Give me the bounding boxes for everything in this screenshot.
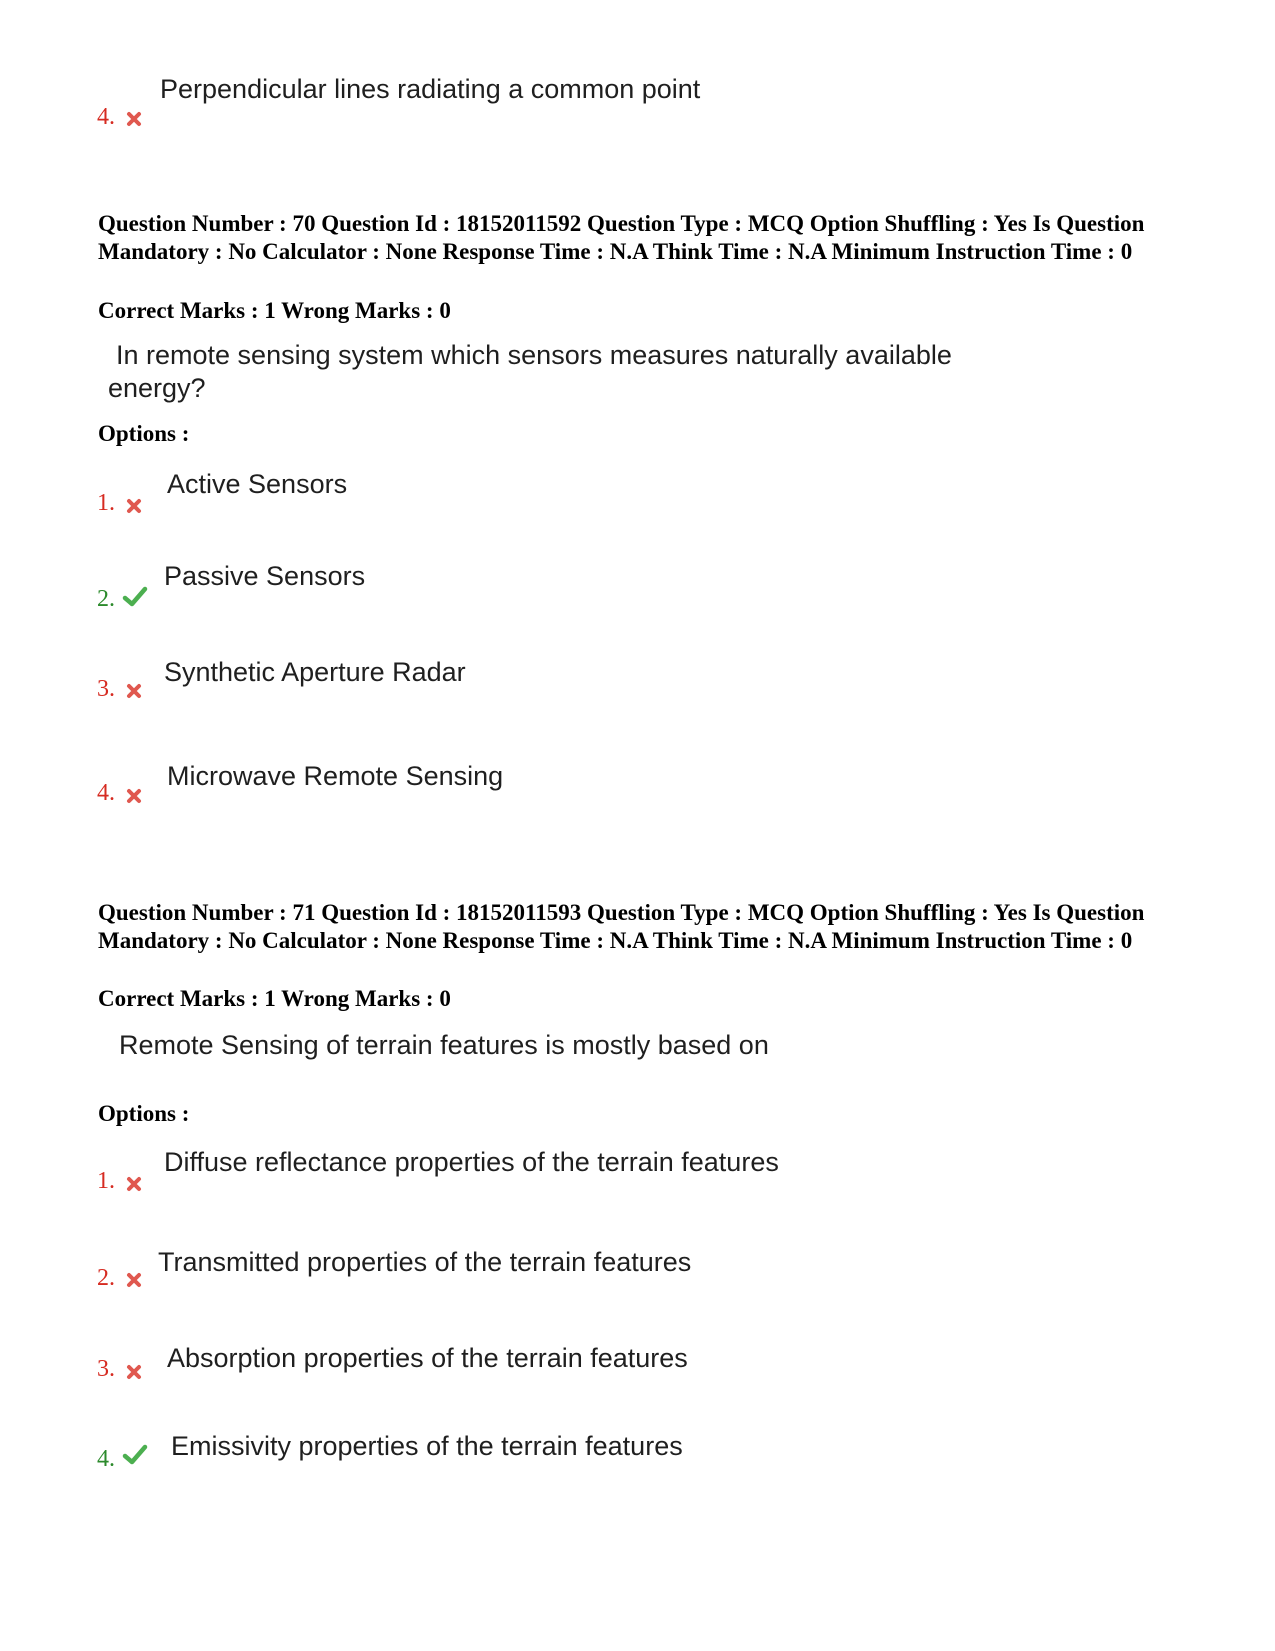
option-number: 1.	[97, 490, 115, 516]
option-number: 4.	[97, 780, 115, 806]
option-4	[0, 1430, 1275, 1520]
option-number: 3.	[97, 1356, 115, 1382]
option-text: Active Sensors	[167, 469, 348, 499]
option-1	[0, 1146, 1275, 1236]
option-text: Diffuse reflectance properties of the terrain features	[164, 1147, 779, 1177]
option-text: Synthetic Aperture Radar	[164, 657, 466, 687]
question-text-line-1: Remote Sensing of terrain features is mostly based on	[119, 1030, 769, 1060]
option-number: 2.	[97, 586, 115, 612]
option-2	[0, 560, 1275, 650]
question-marks: Correct Marks : 1 Wrong Marks : 0	[98, 298, 451, 323]
cross-icon	[126, 498, 142, 514]
option-text: Perpendicular lines radiating a common point	[160, 74, 701, 104]
cross-icon	[126, 683, 142, 699]
option-3	[0, 656, 1275, 746]
option-3	[0, 1342, 1275, 1432]
cross-icon	[126, 1176, 142, 1192]
option-number: 4.	[97, 104, 115, 130]
option-number: 2.	[97, 1265, 115, 1291]
option-2	[0, 1246, 1275, 1336]
options-label: Options :	[98, 421, 190, 446]
cross-icon	[126, 788, 142, 804]
option-4	[0, 760, 1275, 850]
options-label: Options :	[98, 1101, 190, 1126]
option-text: Microwave Remote Sensing	[167, 761, 504, 791]
check-icon	[122, 1444, 148, 1466]
question-header: Question Number : 71 Question Id : 18152011593 Question Type : MCQ Option Shuffling : Yes Is Question Mandatory : No Calculator : None Response Time : N.A Think Time : N.A Minimum Instruction Time : 0	[98, 900, 1145, 953]
question-header: Question Number : 70 Question Id : 18152011592 Question Type : MCQ Option Shuffling : Yes Is Question Mandatory : No Calculator : None Response Time : N.A Think Time : N.A Minimum Instruction Time : 0	[98, 211, 1145, 264]
cross-icon	[126, 1272, 142, 1288]
check-icon	[122, 586, 148, 608]
prev-question-option-4	[0, 70, 1275, 160]
cross-icon	[126, 111, 142, 127]
option-number: 3.	[97, 676, 115, 702]
option-number: 4.	[97, 1446, 115, 1472]
option-text: Passive Sensors	[164, 561, 366, 591]
question-text-line-1: In remote sensing system which sensors measures naturally available	[116, 340, 952, 370]
question-marks: Correct Marks : 1 Wrong Marks : 0	[98, 986, 451, 1011]
option-text: Emissivity properties of the terrain features	[171, 1431, 683, 1461]
option-text: Transmitted properties of the terrain features	[158, 1247, 692, 1277]
option-number: 1.	[97, 1168, 115, 1194]
option-1	[0, 468, 1275, 558]
cross-icon	[126, 1364, 142, 1380]
option-text: Absorption properties of the terrain features	[167, 1343, 688, 1373]
question-text-line-2: energy?	[108, 373, 206, 403]
